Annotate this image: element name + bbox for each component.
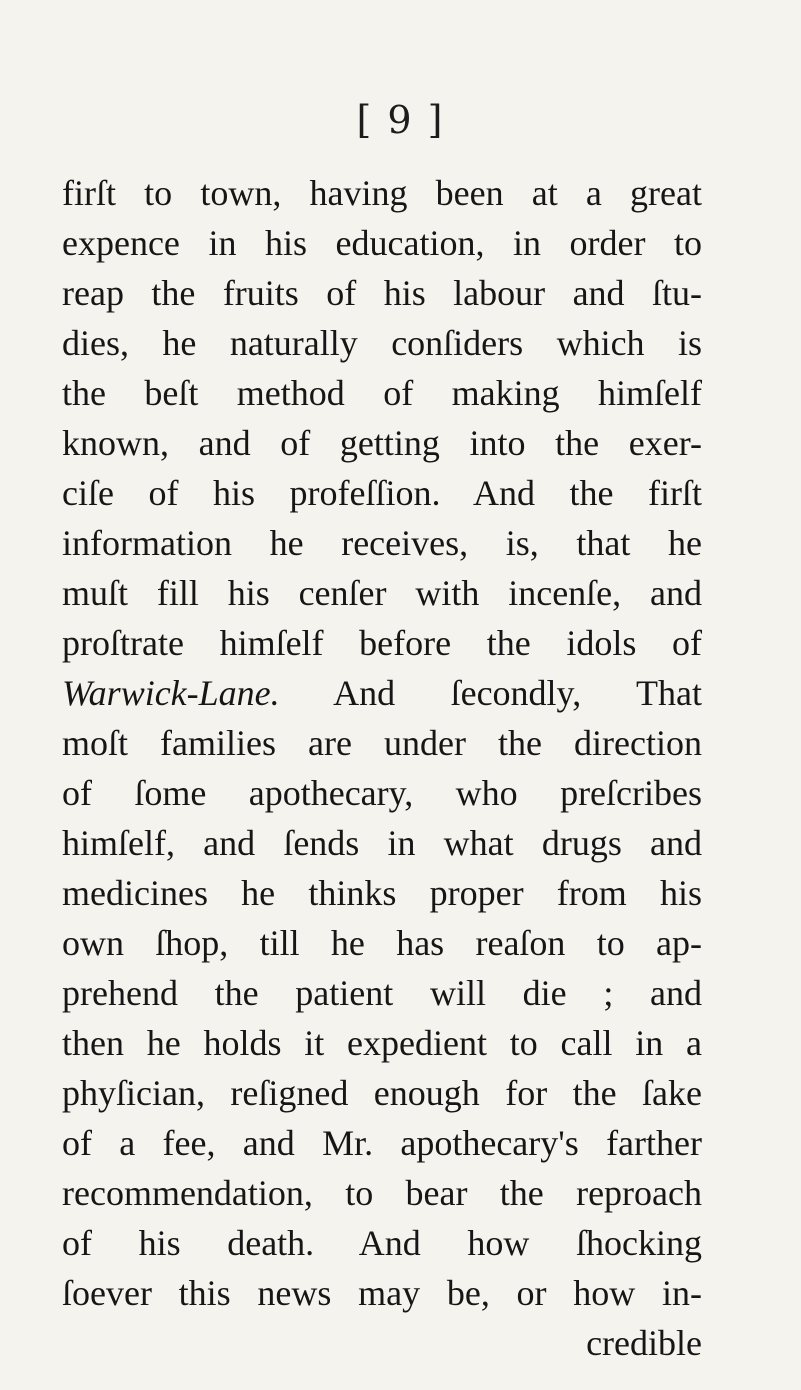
text-line: proſtrate himſelf before the idols of [62, 623, 702, 663]
text-line: of a fee, and Mr. apothecary's farther [62, 1123, 702, 1163]
text-line: then he holds it expedient to call in a [62, 1023, 702, 1063]
text-line: dies, he naturally conſiders which is [62, 323, 702, 363]
text-line: of ſome apothecary, who preſcribes [62, 773, 702, 813]
text-line: himſelf, and ſends in what drugs and [62, 823, 702, 863]
text-line: expence in his education, in order to [62, 223, 702, 263]
text-line: own ſhop, till he has reaſon to ap- [62, 923, 702, 963]
text-line: prehend the patient will die ; and [62, 973, 702, 1013]
text-line: muſt fill his cenſer with incenſe, and [62, 573, 702, 613]
text-line: medicines he thinks proper from his [62, 873, 702, 913]
text-line: known, and of getting into the exer- [62, 423, 702, 463]
text-line: credible [586, 1323, 702, 1363]
text-line: phyſician, reſigned enough for the ſake [62, 1073, 702, 1113]
text-line: of his death. And how ſhocking [62, 1223, 702, 1263]
text-line: moſt families are under the direction [62, 723, 702, 763]
body-text [62, 168, 702, 1368]
text-line-rest: And ſecondly, That [279, 673, 702, 713]
italic-place-name: Warwick-Lane. [62, 673, 280, 713]
text-line: the beſt method of making himſelf [62, 373, 702, 413]
text-line: ciſe of his profeſſion. And the firſt [62, 473, 702, 513]
text-line: reap the fruits of his labour and ſtu- [62, 273, 702, 313]
text-line [62, 668, 702, 718]
text-line: information he receives, is, that he [62, 523, 702, 563]
text-line: firſt to town, having been at a great [62, 173, 702, 213]
page-number: [ 9 ] [356, 98, 445, 142]
text-line: ſoever this news may be, or how in- [62, 1273, 702, 1313]
text-line: recommendation, to bear the reproach [62, 1173, 702, 1213]
